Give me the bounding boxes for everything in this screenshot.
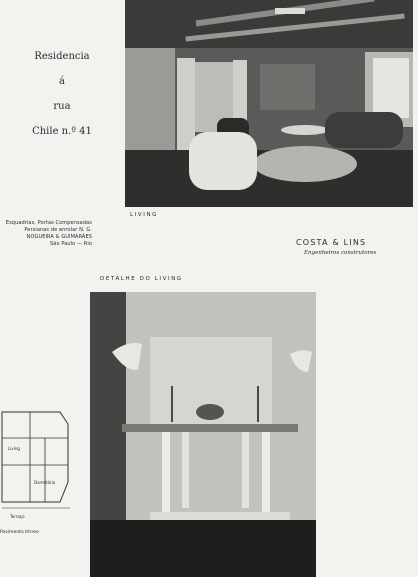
living-room-photo xyxy=(125,0,413,207)
plan-room-living: Living xyxy=(8,446,20,451)
plan-room-terrace: Terraço xyxy=(10,514,25,519)
plan-room-bedroom: Dormitório xyxy=(34,480,56,485)
title-line-rua: rua xyxy=(53,101,71,112)
ad-line-4: São Paulo — Rio xyxy=(50,241,92,247)
living-caption: LIVING xyxy=(130,212,159,218)
ad-line-1: Esquadrias, Portas Compensadas xyxy=(5,220,92,226)
detail-caption: DETALHE DO LIVING xyxy=(100,276,183,282)
title-line-address: Chile n.º 41 xyxy=(32,126,92,137)
firm-name: COSTA & LINS xyxy=(296,238,367,247)
title-line-a: á xyxy=(59,76,65,87)
living-detail-photo xyxy=(90,292,316,577)
ad-line-3: NOGUEIRA & GUIMARÃES xyxy=(26,234,92,240)
title-block xyxy=(8,44,116,144)
ad-line-2: Persianas de enrolar N. G. xyxy=(24,227,92,233)
floor-plan xyxy=(0,410,72,530)
firm-subtitle: Engenheiros construtores xyxy=(304,250,377,256)
title-line-residencia: Residencia xyxy=(34,51,90,62)
advertisement xyxy=(0,220,92,248)
plan-caption: Pavimento térreo xyxy=(0,530,39,535)
